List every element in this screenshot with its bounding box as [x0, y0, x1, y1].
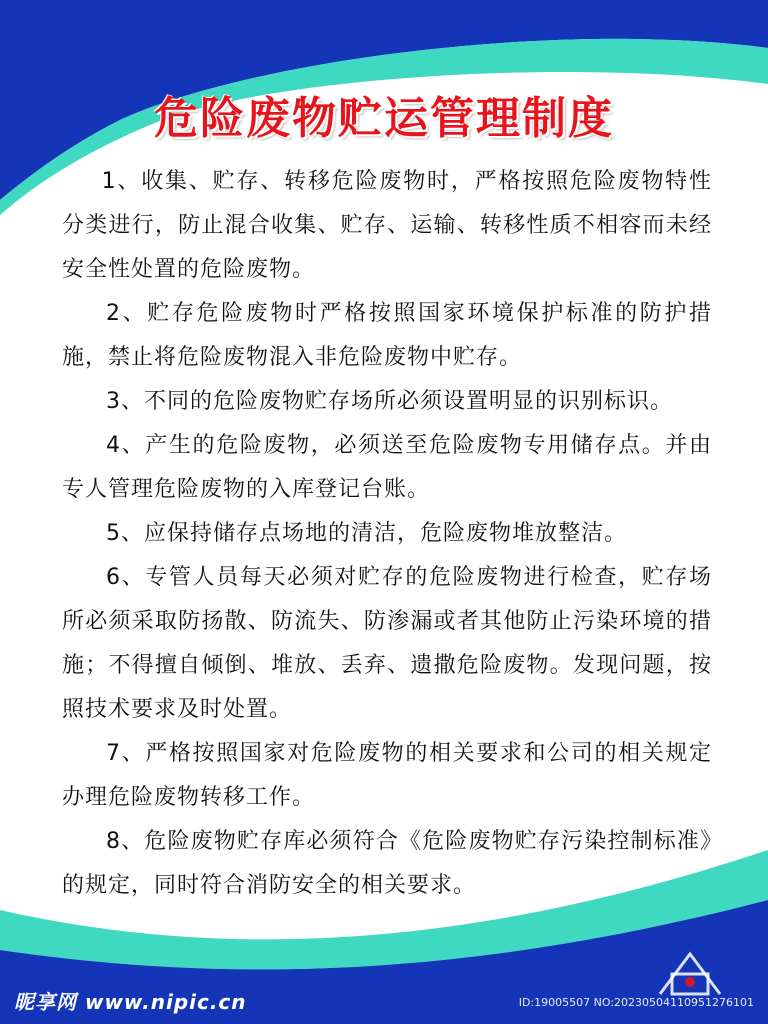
- document-body: [62, 160, 712, 908]
- rule-paragraph-6: 6、专管人员每天必须对贮存的危险废物进行检查，贮存场所必须采取防扬散、防流失、防渗漏或者其他防止污染环境的措施；不得擅自倾倒、堆放、丢弃、遗撒危险废物。发现问题，按照技术要求及时处置。: [62, 565, 712, 722]
- watermark-site: 昵享网 www.nipic.cn: [14, 990, 247, 1014]
- page-title: 危险废物贮运管理制度: [154, 93, 614, 144]
- rule-paragraph-7: 7、严格按照国家对危险废物的相关要求和公司的相关规定办理危险废物转移工作。: [62, 741, 712, 810]
- watermark-id: ID:19005507 NO:20230504110951276101: [518, 996, 754, 1009]
- rule-paragraph-3: 3、不同的危险废物贮存场所必须设置明显的识别标识。: [106, 389, 673, 414]
- rule-paragraph-1: 1、收集、贮存、转移危险废物时，严格按照危险废物特性分类进行，防止混合收集、贮存、运输、转移性质不相容而未经安全性处置的危险废物。: [62, 169, 712, 282]
- rule-paragraph-2: 2、贮存危险废物时严格按照国家环境保护标准的防护措施，禁止将危险废物混入非危险废物中贮存。: [62, 301, 712, 370]
- rule-paragraph-4: 4、产生的危险废物，必须送至危险废物专用储存点。并由专人管理危险废物的入库登记台账。: [62, 433, 712, 502]
- rule-paragraph-5: 5、应保持储存点场地的清洁，危险废物堆放整洁。: [106, 521, 627, 546]
- watermark-logo-icon: [650, 944, 730, 1000]
- rule-paragraph-8: 8、危险废物贮存库必须符合《危险废物贮存污染控制标准》的规定，同时符合消防安全的相关要求。: [62, 829, 712, 898]
